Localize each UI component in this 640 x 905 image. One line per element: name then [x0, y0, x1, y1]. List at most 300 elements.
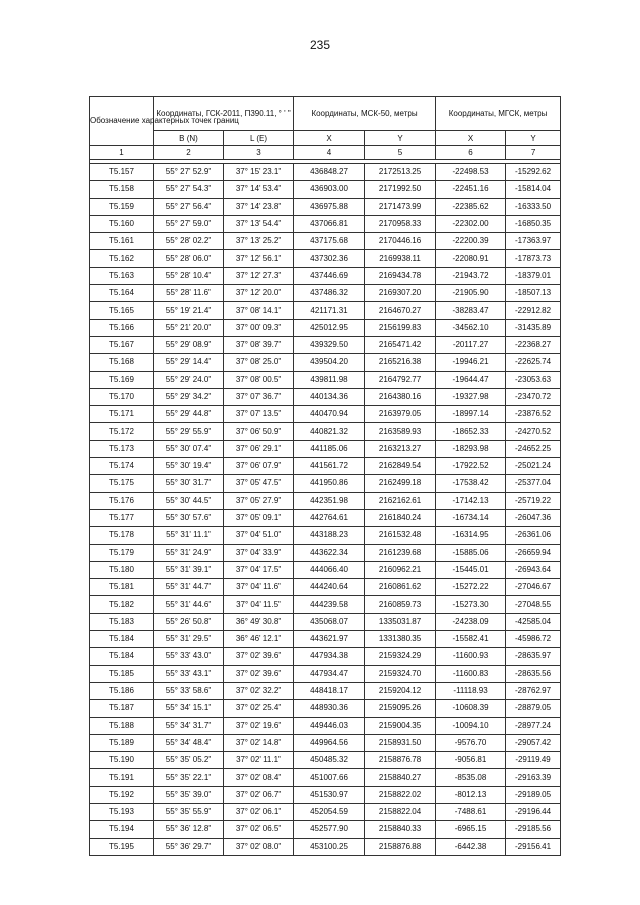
cell-longitude: 37° 13' 25.2"	[224, 233, 294, 250]
cell-longitude: 37° 12' 20.0"	[224, 285, 294, 302]
cell-point-id: T5.195	[90, 838, 154, 855]
cell-msk-x: 437446.69	[294, 267, 365, 284]
cell-mgsk-y: -22625.74	[506, 354, 561, 371]
cell-longitude: 37° 02' 14.8"	[224, 734, 294, 751]
cell-point-id: T5.179	[90, 544, 154, 561]
cell-mgsk-x: -24238.09	[436, 613, 506, 630]
table-row	[90, 544, 561, 561]
cell-longitude: 37° 04' 51.0"	[224, 527, 294, 544]
cell-point-id: T5.184	[90, 648, 154, 665]
cell-longitude: 37° 02' 25.4"	[224, 700, 294, 717]
cell-msk-x: 440821.32	[294, 423, 365, 440]
cell-longitude: 37° 06' 07.9"	[224, 458, 294, 475]
table-row	[90, 354, 561, 371]
cell-msk-x: 421171.31	[294, 302, 365, 319]
table-row	[90, 838, 561, 855]
cell-msk-x: 441561.72	[294, 458, 365, 475]
cell-msk-y: 2159095.26	[365, 700, 436, 717]
table-row	[90, 336, 561, 353]
column-number: 6	[436, 146, 506, 160]
table-row	[90, 803, 561, 820]
cell-msk-x: 439504.20	[294, 354, 365, 371]
page-number: 235	[309, 38, 331, 52]
cell-latitude: 55° 33' 43.0"	[154, 648, 224, 665]
cell-latitude: 55° 35' 05.2"	[154, 752, 224, 769]
column-number-row	[90, 146, 561, 160]
cell-mgsk-x: -18293.98	[436, 440, 506, 457]
cell-msk-x: 444240.64	[294, 579, 365, 596]
cell-latitude: 55° 27' 59.0"	[154, 215, 224, 232]
cell-mgsk-y: -15814.04	[506, 181, 561, 198]
cell-mgsk-y: -26659.94	[506, 544, 561, 561]
cell-mgsk-x: -19327.98	[436, 388, 506, 405]
cell-point-id: T5.157	[90, 164, 154, 181]
column-number: 4	[294, 146, 365, 160]
cell-longitude: 37° 04' 11.5"	[224, 596, 294, 613]
cell-point-id: T5.186	[90, 682, 154, 699]
cell-latitude: 55° 29' 44.8"	[154, 406, 224, 423]
column-number: 7	[506, 146, 561, 160]
cell-point-id: T5.190	[90, 752, 154, 769]
cell-msk-y: 2161239.68	[365, 544, 436, 561]
cell-msk-y: 2159324.29	[365, 648, 436, 665]
cell-msk-y: 2172513.25	[365, 164, 436, 181]
cell-msk-x: 448930.36	[294, 700, 365, 717]
cell-msk-x: 451007.66	[294, 769, 365, 786]
table-row	[90, 423, 561, 440]
cell-latitude: 55° 28' 11.6"	[154, 285, 224, 302]
group-header-gsk: Координаты, ГСК-2011, П390.11, ° ' "	[154, 97, 294, 131]
cell-mgsk-x: -21943.72	[436, 267, 506, 284]
table-row	[90, 181, 561, 198]
cell-latitude: 55° 26' 50.8"	[154, 613, 224, 630]
table-row	[90, 302, 561, 319]
cell-point-id: T5.194	[90, 821, 154, 838]
cell-msk-x: 442764.61	[294, 509, 365, 526]
cell-mgsk-x: -16734.14	[436, 509, 506, 526]
cell-msk-x: 447934.38	[294, 648, 365, 665]
cell-msk-y: 2163213.27	[365, 440, 436, 457]
cell-msk-x: 450485.32	[294, 752, 365, 769]
cell-point-id: T5.163	[90, 267, 154, 284]
cell-mgsk-x: -19946.21	[436, 354, 506, 371]
cell-mgsk-x: -20117.27	[436, 336, 506, 353]
cell-mgsk-x: -9056.81	[436, 752, 506, 769]
cell-mgsk-y: -28879.05	[506, 700, 561, 717]
cell-msk-x: 444066.40	[294, 561, 365, 578]
cell-msk-x: 453100.25	[294, 838, 365, 855]
cell-msk-x: 443622.34	[294, 544, 365, 561]
cell-longitude: 37° 06' 29.1"	[224, 440, 294, 457]
cell-latitude: 55° 30' 31.7"	[154, 475, 224, 492]
cell-point-id: T5.180	[90, 561, 154, 578]
table-row	[90, 821, 561, 838]
cell-longitude: 37° 04' 11.6"	[224, 579, 294, 596]
group-header-mgsk: Координаты, МГСК, метры	[436, 97, 561, 131]
cell-msk-y: 2165216.38	[365, 354, 436, 371]
cell-longitude: 37° 15' 23.1"	[224, 164, 294, 181]
cell-mgsk-x: -22385.62	[436, 198, 506, 215]
cell-mgsk-x: -19644.47	[436, 371, 506, 388]
cell-latitude: 55° 29' 34.2"	[154, 388, 224, 405]
cell-mgsk-x: -9576.70	[436, 734, 506, 751]
cell-mgsk-y: -29057.42	[506, 734, 561, 751]
cell-mgsk-x: -8012.13	[436, 786, 506, 803]
cell-msk-x: 437486.32	[294, 285, 365, 302]
cell-msk-x: 443188.23	[294, 527, 365, 544]
cell-mgsk-y: -28635.97	[506, 648, 561, 665]
cell-mgsk-y: -18379.01	[506, 267, 561, 284]
cell-point-id: T5.192	[90, 786, 154, 803]
cell-mgsk-x: -17922.52	[436, 458, 506, 475]
cell-mgsk-y: -16333.50	[506, 198, 561, 215]
cell-msk-y: 2163979.05	[365, 406, 436, 423]
cell-mgsk-y: -31435.89	[506, 319, 561, 336]
subheader-mgsk-y: Y	[506, 131, 561, 146]
subheader-msk-y: Y	[365, 131, 436, 146]
table-row	[90, 631, 561, 648]
cell-msk-y: 2161532.48	[365, 527, 436, 544]
cell-mgsk-y: -28635.56	[506, 665, 561, 682]
cell-latitude: 55° 35' 55.9"	[154, 803, 224, 820]
cell-mgsk-x: -15273.30	[436, 596, 506, 613]
cell-latitude: 55° 27' 54.3"	[154, 181, 224, 198]
cell-longitude: 37° 02' 39.6"	[224, 665, 294, 682]
cell-msk-x: 451530.97	[294, 786, 365, 803]
cell-msk-x: 449964.56	[294, 734, 365, 751]
cell-msk-y: 2169434.78	[365, 267, 436, 284]
cell-mgsk-y: -26047.36	[506, 509, 561, 526]
cell-point-id: T5.184	[90, 631, 154, 648]
cell-longitude: 36° 49' 30.8"	[224, 613, 294, 630]
cell-msk-y: 2161840.24	[365, 509, 436, 526]
cell-mgsk-x: -34562.10	[436, 319, 506, 336]
cell-mgsk-y: -18507.13	[506, 285, 561, 302]
cell-longitude: 37° 00' 09.3"	[224, 319, 294, 336]
cell-point-id: T5.193	[90, 803, 154, 820]
cell-mgsk-y: -27048.55	[506, 596, 561, 613]
cell-mgsk-x: -22498.53	[436, 164, 506, 181]
cell-msk-y: 2171992.50	[365, 181, 436, 198]
cell-msk-y: 2159004.35	[365, 717, 436, 734]
cell-latitude: 55° 36' 12.8"	[154, 821, 224, 838]
cell-msk-x: 436975.88	[294, 198, 365, 215]
cell-msk-y: 2163589.93	[365, 423, 436, 440]
cell-point-id: T5.171	[90, 406, 154, 423]
table-body	[90, 164, 561, 856]
cell-mgsk-x: -22302.00	[436, 215, 506, 232]
cell-msk-y: 2156199.83	[365, 319, 436, 336]
cell-latitude: 55° 35' 39.0"	[154, 786, 224, 803]
cell-longitude: 37° 02' 11.1"	[224, 752, 294, 769]
cell-longitude: 37° 07' 36.7"	[224, 388, 294, 405]
cell-mgsk-y: -23053.63	[506, 371, 561, 388]
cell-mgsk-x: -21905.90	[436, 285, 506, 302]
table-row	[90, 164, 561, 181]
cell-longitude: 37° 08' 39.7"	[224, 336, 294, 353]
cell-mgsk-y: -25021.24	[506, 458, 561, 475]
cell-msk-y: 1331380.35	[365, 631, 436, 648]
table-row	[90, 579, 561, 596]
cell-msk-y: 2162499.18	[365, 475, 436, 492]
cell-msk-y: 2162849.54	[365, 458, 436, 475]
cell-longitude: 37° 12' 27.3"	[224, 267, 294, 284]
cell-mgsk-y: -29189.05	[506, 786, 561, 803]
cell-latitude: 55° 28' 06.0"	[154, 250, 224, 267]
cell-mgsk-x: -10094.10	[436, 717, 506, 734]
cell-mgsk-y: -26943.64	[506, 561, 561, 578]
cell-latitude: 55° 29' 08.9"	[154, 336, 224, 353]
cell-mgsk-y: -28762.97	[506, 682, 561, 699]
cell-mgsk-y: -22912.82	[506, 302, 561, 319]
cell-msk-x: 437175.68	[294, 233, 365, 250]
table-row	[90, 250, 561, 267]
cell-mgsk-y: -29156.41	[506, 838, 561, 855]
cell-longitude: 37° 05' 47.5"	[224, 475, 294, 492]
cell-point-id: T5.188	[90, 717, 154, 734]
table-row	[90, 388, 561, 405]
table-row	[90, 440, 561, 457]
cell-longitude: 37° 13' 54.4"	[224, 215, 294, 232]
cell-mgsk-x: -15582.41	[436, 631, 506, 648]
cell-msk-x: 437302.36	[294, 250, 365, 267]
cell-msk-x: 441185.06	[294, 440, 365, 457]
cell-latitude: 55° 30' 57.6"	[154, 509, 224, 526]
cell-mgsk-x: -11118.93	[436, 682, 506, 699]
cell-point-id: T5.173	[90, 440, 154, 457]
cell-mgsk-y: -27046.67	[506, 579, 561, 596]
cell-msk-x: 449446.03	[294, 717, 365, 734]
cell-point-id: T5.167	[90, 336, 154, 353]
table-row	[90, 527, 561, 544]
cell-msk-x: 439811.98	[294, 371, 365, 388]
column-number: 5	[365, 146, 436, 160]
table-row	[90, 406, 561, 423]
cell-mgsk-x: -15445.01	[436, 561, 506, 578]
cell-mgsk-y: -25719.22	[506, 492, 561, 509]
table-row	[90, 492, 561, 509]
table-row	[90, 509, 561, 526]
cell-point-id: T5.160	[90, 215, 154, 232]
cell-point-id: T5.182	[90, 596, 154, 613]
cell-mgsk-x: -18997.14	[436, 406, 506, 423]
table-row	[90, 786, 561, 803]
cell-longitude: 37° 02' 08.0"	[224, 838, 294, 855]
cell-latitude: 55° 28' 02.2"	[154, 233, 224, 250]
cell-msk-x: 439329.50	[294, 336, 365, 353]
cell-mgsk-y: -29163.39	[506, 769, 561, 786]
cell-latitude: 55° 30' 07.4"	[154, 440, 224, 457]
cell-msk-y: 2170958.33	[365, 215, 436, 232]
cell-mgsk-x: -10608.39	[436, 700, 506, 717]
cell-mgsk-x: -17538.42	[436, 475, 506, 492]
cell-longitude: 37° 02' 06.1"	[224, 803, 294, 820]
cell-latitude: 55° 30' 19.4"	[154, 458, 224, 475]
table-row	[90, 752, 561, 769]
cell-mgsk-y: -16850.35	[506, 215, 561, 232]
cell-msk-y: 2160861.62	[365, 579, 436, 596]
cell-point-id: T5.181	[90, 579, 154, 596]
cell-longitude: 37° 14' 53.4"	[224, 181, 294, 198]
cell-longitude: 37° 08' 14.1"	[224, 302, 294, 319]
cell-mgsk-x: -6965.15	[436, 821, 506, 838]
table-row	[90, 198, 561, 215]
cell-msk-x: 436848.27	[294, 164, 365, 181]
cell-longitude: 37° 06' 50.9"	[224, 423, 294, 440]
cell-point-id: T5.178	[90, 527, 154, 544]
cell-msk-y: 2158876.88	[365, 838, 436, 855]
cell-msk-x: 452054.59	[294, 803, 365, 820]
table-row	[90, 700, 561, 717]
table-row	[90, 561, 561, 578]
cell-mgsk-x: -17142.13	[436, 492, 506, 509]
cell-latitude: 55° 31' 24.9"	[154, 544, 224, 561]
cell-mgsk-y: -24652.25	[506, 440, 561, 457]
subheader-msk-x: X	[294, 131, 365, 146]
cell-latitude: 55° 33' 58.6"	[154, 682, 224, 699]
cell-msk-x: 447934.47	[294, 665, 365, 682]
cell-mgsk-y: -23470.72	[506, 388, 561, 405]
cell-point-id: T5.176	[90, 492, 154, 509]
cell-longitude: 37° 02' 06.7"	[224, 786, 294, 803]
cell-msk-x: 436903.00	[294, 181, 365, 198]
cell-latitude: 55° 31' 44.7"	[154, 579, 224, 596]
cell-msk-y: 2159324.70	[365, 665, 436, 682]
cell-msk-y: 2158822.04	[365, 803, 436, 820]
cell-point-id: T5.159	[90, 198, 154, 215]
column-number: 1	[90, 146, 154, 160]
cell-msk-y: 2165471.42	[365, 336, 436, 353]
cell-mgsk-y: -45986.72	[506, 631, 561, 648]
cell-mgsk-y: -15292.62	[506, 164, 561, 181]
cell-point-id: T5.185	[90, 665, 154, 682]
cell-point-id: T5.177	[90, 509, 154, 526]
cell-latitude: 55° 33' 43.1"	[154, 665, 224, 682]
cell-latitude: 55° 19' 21.4"	[154, 302, 224, 319]
cell-point-id: T5.162	[90, 250, 154, 267]
cell-msk-x: 437066.81	[294, 215, 365, 232]
row-label-header: Обозначение характерных точек границ	[90, 97, 154, 146]
cell-point-id: T5.170	[90, 388, 154, 405]
cell-msk-x: 444239.58	[294, 596, 365, 613]
cell-mgsk-x: -18652.33	[436, 423, 506, 440]
cell-latitude: 55° 31' 29.5"	[154, 631, 224, 648]
subheader-mgsk-x: X	[436, 131, 506, 146]
cell-longitude: 36° 46' 12.1"	[224, 631, 294, 648]
cell-point-id: T5.164	[90, 285, 154, 302]
cell-mgsk-y: -25377.04	[506, 475, 561, 492]
cell-msk-y: 2160962.21	[365, 561, 436, 578]
column-number: 3	[224, 146, 294, 160]
table-row	[90, 613, 561, 630]
cell-mgsk-y: -29196.44	[506, 803, 561, 820]
cell-msk-y: 2160859.73	[365, 596, 436, 613]
cell-msk-y: 2164380.16	[365, 388, 436, 405]
table-row	[90, 319, 561, 336]
cell-longitude: 37° 05' 27.9"	[224, 492, 294, 509]
cell-mgsk-x: -22200.39	[436, 233, 506, 250]
cell-msk-x: 440470.94	[294, 406, 365, 423]
cell-latitude: 55° 34' 15.1"	[154, 700, 224, 717]
cell-msk-x: 442351.98	[294, 492, 365, 509]
cell-mgsk-x: -16314.95	[436, 527, 506, 544]
cell-latitude: 55° 31' 11.1"	[154, 527, 224, 544]
cell-point-id: T5.165	[90, 302, 154, 319]
cell-mgsk-y: -29119.49	[506, 752, 561, 769]
cell-msk-y: 2159204.12	[365, 682, 436, 699]
cell-msk-x: 452577.90	[294, 821, 365, 838]
cell-latitude: 55° 29' 24.0"	[154, 371, 224, 388]
cell-msk-y: 1335031.87	[365, 613, 436, 630]
cell-point-id: T5.169	[90, 371, 154, 388]
cell-msk-y: 2170446.16	[365, 233, 436, 250]
cell-latitude: 55° 29' 55.9"	[154, 423, 224, 440]
cell-mgsk-x: -15272.22	[436, 579, 506, 596]
table-row	[90, 458, 561, 475]
cell-mgsk-y: -42585.04	[506, 613, 561, 630]
cell-mgsk-y: -28977.24	[506, 717, 561, 734]
cell-longitude: 37° 04' 17.5"	[224, 561, 294, 578]
cell-mgsk-y: -24270.52	[506, 423, 561, 440]
table-row	[90, 596, 561, 613]
cell-mgsk-y: -26361.06	[506, 527, 561, 544]
table-row	[90, 734, 561, 751]
table-row	[90, 267, 561, 284]
cell-latitude: 55° 30' 44.5"	[154, 492, 224, 509]
table-row	[90, 233, 561, 250]
cell-latitude: 55° 29' 14.4"	[154, 354, 224, 371]
cell-mgsk-y: -29185.56	[506, 821, 561, 838]
cell-point-id: T5.175	[90, 475, 154, 492]
table-row	[90, 717, 561, 734]
cell-latitude: 55° 27' 52.9"	[154, 164, 224, 181]
table-row	[90, 215, 561, 232]
cell-msk-y: 2162162.61	[365, 492, 436, 509]
cell-mgsk-x: -6442.38	[436, 838, 506, 855]
cell-point-id: T5.172	[90, 423, 154, 440]
cell-longitude: 37° 02' 06.5"	[224, 821, 294, 838]
cell-longitude: 37° 02' 08.4"	[224, 769, 294, 786]
cell-msk-x: 425012.95	[294, 319, 365, 336]
group-header-msk: Координаты, МСК-50, метры	[294, 97, 436, 131]
cell-point-id: T5.161	[90, 233, 154, 250]
cell-latitude: 55° 31' 39.1"	[154, 561, 224, 578]
cell-longitude: 37° 14' 23.8"	[224, 198, 294, 215]
table-row	[90, 475, 561, 492]
cell-mgsk-x: -7488.61	[436, 803, 506, 820]
coordinates-table	[89, 96, 561, 856]
cell-msk-y: 2164792.77	[365, 371, 436, 388]
cell-msk-y: 2158931.50	[365, 734, 436, 751]
cell-longitude: 37° 04' 33.9"	[224, 544, 294, 561]
cell-point-id: T5.191	[90, 769, 154, 786]
cell-msk-x: 435068.07	[294, 613, 365, 630]
cell-latitude: 55° 27' 56.4"	[154, 198, 224, 215]
cell-mgsk-x: -22080.91	[436, 250, 506, 267]
cell-msk-y: 2169307.20	[365, 285, 436, 302]
table-row	[90, 665, 561, 682]
cell-longitude: 37° 08' 25.0"	[224, 354, 294, 371]
cell-mgsk-x: -11600.93	[436, 648, 506, 665]
cell-msk-x: 443621.97	[294, 631, 365, 648]
cell-longitude: 37° 08' 00.5"	[224, 371, 294, 388]
cell-mgsk-x: -8535.08	[436, 769, 506, 786]
cell-point-id: T5.183	[90, 613, 154, 630]
table-row	[90, 769, 561, 786]
cell-point-id: T5.168	[90, 354, 154, 371]
cell-msk-y: 2158840.33	[365, 821, 436, 838]
cell-latitude: 55° 34' 48.4"	[154, 734, 224, 751]
